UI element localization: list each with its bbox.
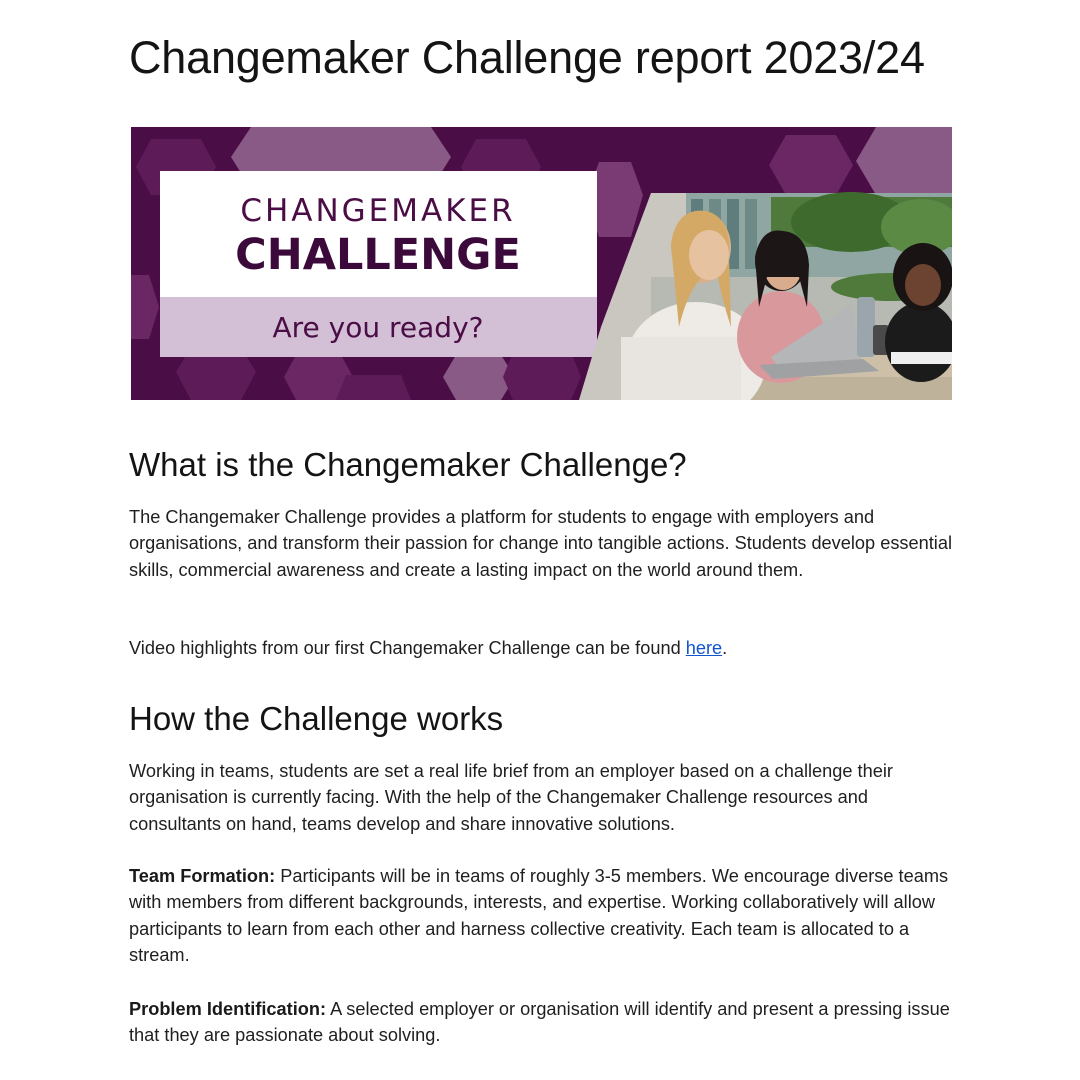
problem-identification-text: A selected employer or organisation will identify and present a pressing issue that they are passionate about solving.	[129, 999, 950, 1046]
video-highlights-line	[129, 635, 959, 661]
section-heading-how-it-works: How the Challenge works	[129, 700, 504, 737]
problem-identification-paragraph	[129, 996, 959, 1049]
changemaker-banner	[131, 127, 952, 400]
section2-intro: Working in teams, students are set a real life brief from an employer based on a challenge their organisation is currently facing. With the help of the Changemaker Challenge resources and consultants on hand, teams develop and share innovative solutions.	[129, 761, 893, 834]
team-formation-label: Team Formation:	[129, 866, 276, 886]
problem-identification-label: Problem Identification:	[129, 999, 327, 1019]
video-highlights-link[interactable]: here	[685, 638, 723, 658]
section1-paragraph: The Changemaker Challenge provides a platform for students to engage with employers and organisations, and transform their passion for change into tangible actions. Students develop essential skills, commercial awareness and create a lasting impact on the world around them.	[129, 507, 952, 580]
team-formation-text: Participants will be in teams of roughly 3-5 members. We encourage diverse teams with members from different backgrounds, interests, and expertise. Working collaboratively will allow participants to learn from each other and harness collective creativity. Each team is allocated to a stream.	[129, 866, 949, 965]
banner-line1: CHANGEMAKER	[240, 193, 516, 229]
video-highlights-suffix: .	[722, 638, 728, 658]
video-highlights-text: Video highlights from our first Changemaker Challenge can be found	[129, 638, 686, 658]
banner-tagline: Are you ready?	[272, 311, 484, 344]
section-heading-what-is: What is the Changemaker Challenge?	[129, 446, 687, 483]
document-title: Changemaker Challenge report 2023/24	[129, 32, 925, 83]
team-formation-paragraph	[129, 863, 959, 968]
banner-graphic	[131, 127, 952, 400]
banner-line2: CHALLENGE	[235, 230, 521, 280]
